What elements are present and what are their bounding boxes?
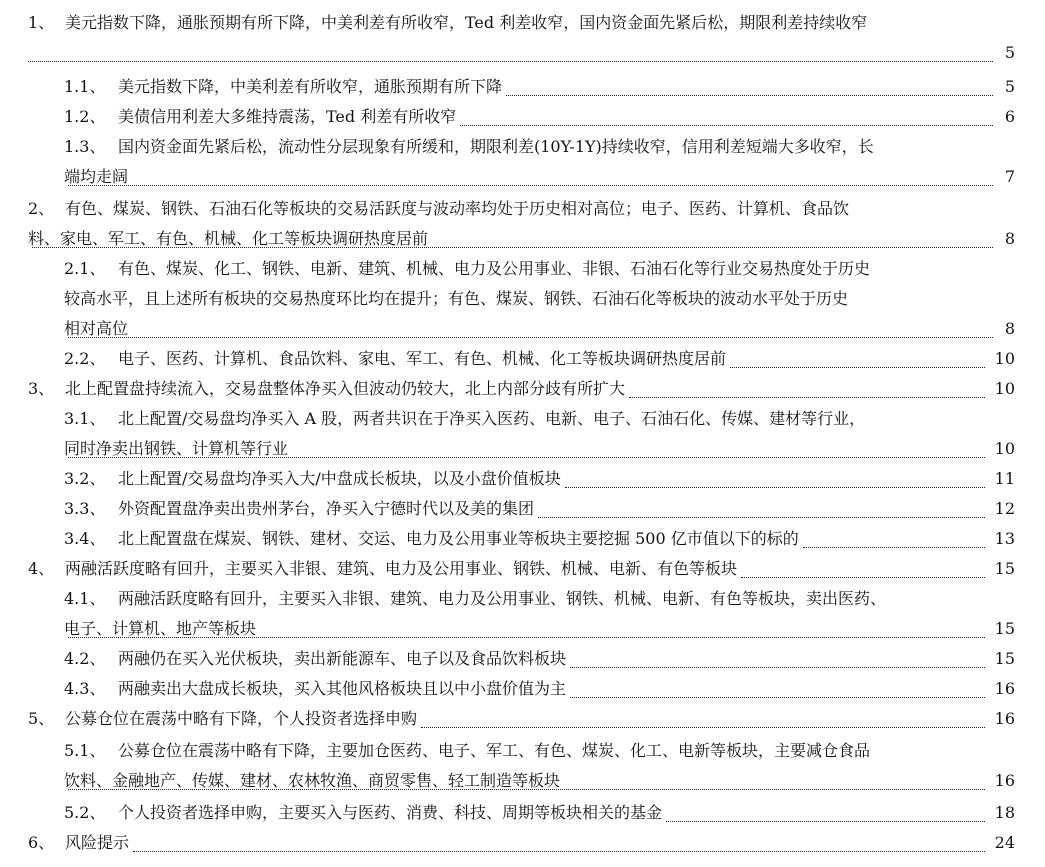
toc-entry-2-1[interactable] [64,254,1015,344]
toc-entry-number: 4.1、 [64,589,106,608]
toc-entry-4[interactable] [28,554,1015,584]
toc-entry-title: 北上配置盘持续流入，交易盘整体净买入但波动仍较大，北上内部分歧有所扩大 [65,379,626,398]
toc-entry-number: 3、 [28,379,55,398]
toc-page-number: 8 [1004,319,1015,338]
toc-entry-number: 5.2、 [64,803,106,822]
toc-entry-title: 两融活跃度略有回升，主要买入非银、建筑、电力及公用事业、钢铁、机械、电新、有色等板块 [65,559,738,578]
toc-entry-title: 公募仓位在震荡中略有下降，主要加仓医药、电子、军工、有色、煤炭、化工、电新等板块，主要减仓食品 [118,741,871,760]
toc-entry-title-continuation: 料、家电、军工、有色、机械、化工等板块调研热度居前 [28,229,429,248]
toc-entry-title: 北上配置盘在煤炭、钢铁、建材、交运、电力及公用事业等板块主要挖掘 500 亿市值以下的标的 [118,529,799,548]
dot-leader [565,487,985,488]
toc-entry-number: 3.2、 [64,469,106,488]
dot-leader [68,457,985,458]
toc-page-number: 16 [994,679,1015,698]
toc-entry-title: 国内资金面先紧后松，流动性分层现象有所缓和，期限利差(10Y-1Y)持续收窄，信用利差短端大多收窄，长 [118,137,874,156]
toc-entry-title: 两融仍在买入光伏板块，卖出新能源车、电子以及食品饮料板块 [118,649,567,668]
toc-page-number: 5 [1004,77,1015,96]
dot-leader [68,185,993,186]
toc-page-number: 16 [994,771,1015,790]
toc-entry-title: 有色、煤炭、钢铁、石油石化等板块的交易活跃度与波动率均处于历史相对高位；电子、医药、计算机、食品饮 [65,199,850,218]
toc-entry-4-1[interactable] [64,584,1015,644]
toc-page-number: 15 [994,649,1015,668]
dot-leader [803,547,985,548]
toc-entry-title-continuation: 相对高位 [64,319,129,338]
toc-entry-number: 4.3、 [64,679,106,698]
toc-entry-title-continuation: 电子、计算机、地产等板块 [64,619,257,638]
toc-entry-number: 2、 [28,199,55,218]
toc-entry-title: 两融卖出大盘成长板块，买入其他风格板块且以中小盘价值为主 [118,679,567,698]
dot-leader [666,821,985,822]
toc-entry-title: 有色、煤炭、化工、钢铁、电新、建筑、机械、电力及公用事业、非银、石油石化等行业交易热度处于历史 [118,259,871,278]
toc-page-number: 13 [994,529,1015,548]
toc-entry-1-1[interactable] [64,72,1015,102]
toc-entry-title: 美债信用利差大多维持震荡，Ted 利差有所收窄 [118,107,457,126]
toc-entry-number: 3.4、 [64,529,106,548]
dot-leader [730,367,985,368]
toc-entry-title: 个人投资者选择申购，主要买入与医药、消费、科技、周期等板块相关的基金 [118,803,663,822]
toc-page-number: 24 [994,833,1015,852]
dot-leader [421,727,985,728]
toc-entry-number: 1.3、 [64,137,106,156]
dot-leader [570,667,985,668]
toc-page-number: 10 [994,439,1015,458]
toc-page-number: 10 [994,379,1015,398]
toc-entry-number: 5.1、 [64,741,106,760]
toc-entry-number: 5、 [28,709,55,728]
toc-entry-1-3[interactable] [64,132,1015,192]
toc-entry-title: 公募仓位在震荡中略有下降，个人投资者选择申购 [65,709,418,728]
dot-leader [506,95,993,96]
toc-entry-5-1[interactable] [64,736,1015,796]
toc-entry-title: 电子、医药、计算机、食品饮料、家电、军工、有色、机械、化工等板块调研热度居前 [118,349,727,368]
dot-leader [68,637,985,638]
toc-entry-title: 风险提示 [65,833,130,852]
dot-leader [133,851,985,852]
dot-leader [570,697,985,698]
toc-entry-title-continuation: 饮料、金融地产、传媒、建材、农林牧渔、商贸零售、轻工制造等板块 [64,771,561,790]
toc-entry-6[interactable] [28,828,1015,858]
toc-entry-number: 3.1、 [64,409,106,428]
toc-page-number: 11 [994,469,1015,488]
dot-leader [68,337,993,338]
dot-leader [68,789,985,790]
toc-entry-title: 两融活跃度略有回升，主要买入非银、建筑、电力及公用事业、钢铁、机械、电新、有色等板块，卖出医药、 [118,589,887,608]
toc-entry-number: 1.1、 [64,77,106,96]
toc-page-number: 16 [994,709,1015,728]
toc-entry-5[interactable] [28,704,1015,734]
toc-entry-4-2[interactable] [64,644,1015,674]
toc-entry-3-3[interactable] [64,494,1015,524]
toc-entry-title-continuation: 同时净卖出钢铁、计算机等行业 [64,439,289,458]
toc-entry-title-continuation: 端均走阔 [64,167,129,186]
toc-entry-number: 2.2、 [64,349,106,368]
toc-entry-title: 外资配置盘净卖出贵州茅台，净买入宁德时代以及美的集团 [118,499,535,518]
toc-entry-title: 北上配置/交易盘均净买入大/中盘成长板块，以及小盘价值板块 [118,469,561,488]
toc-page-number: 15 [994,559,1015,578]
toc-entry-number: 2.1、 [64,259,106,278]
toc-page-number: 15 [994,619,1015,638]
toc-entry-number: 4、 [28,559,55,578]
dot-leader [629,397,985,398]
toc-page-number: 18 [994,803,1015,822]
toc-entry-3[interactable] [28,374,1015,404]
dot-leader [538,517,985,518]
toc-entry-title: 美元指数下降，中美利差有所收窄，通胀预期有所下降 [118,77,503,96]
dot-leader [460,125,993,126]
toc-entry-3-4[interactable] [64,524,1015,554]
dot-leader [28,61,993,62]
toc-entry-number: 1、 [28,13,55,32]
toc-entry-title: 美元指数下降，通胀预期有所下降，中美利差有所收窄，Ted 利差收窄，国内资金面先紧后松，期限利差持续收窄 [65,13,868,32]
toc-entry-4-3[interactable] [64,674,1015,704]
toc-entry-number: 6、 [28,833,55,852]
toc-entry-title-continuation: 较高水平，且上述所有板块的交易热度环比均在提升；有色、煤炭、钢铁、石油石化等板块的波动水平处于历史 [64,289,849,308]
toc-entry-5-2[interactable] [64,798,1015,828]
toc-entry-3-2[interactable] [64,464,1015,494]
toc-entry-number: 4.2、 [64,649,106,668]
toc-entry-1[interactable] [28,8,1015,68]
toc-entry-2-2[interactable] [64,344,1015,374]
toc-entry-title: 北上配置/交易盘均净买入 A 股，两者共识在于净买入医药、电新、电子、石油石化、传媒、建材等行业， [118,409,866,428]
toc-page-number: 5 [1004,43,1015,62]
toc-entry-number: 1.2、 [64,107,106,126]
toc-page-number: 12 [994,499,1015,518]
toc-page-number: 7 [1004,167,1015,186]
toc-page-number: 6 [1004,107,1015,126]
toc-entry-1-2[interactable] [64,102,1015,132]
toc-entry-number: 3.3、 [64,499,106,518]
dot-leader [32,247,993,248]
toc-entry-3-1[interactable] [64,404,1015,464]
toc-page-number: 8 [1004,229,1015,248]
toc-page-number: 10 [994,349,1015,368]
dot-leader [741,577,985,578]
toc-entry-2[interactable] [28,194,1015,254]
